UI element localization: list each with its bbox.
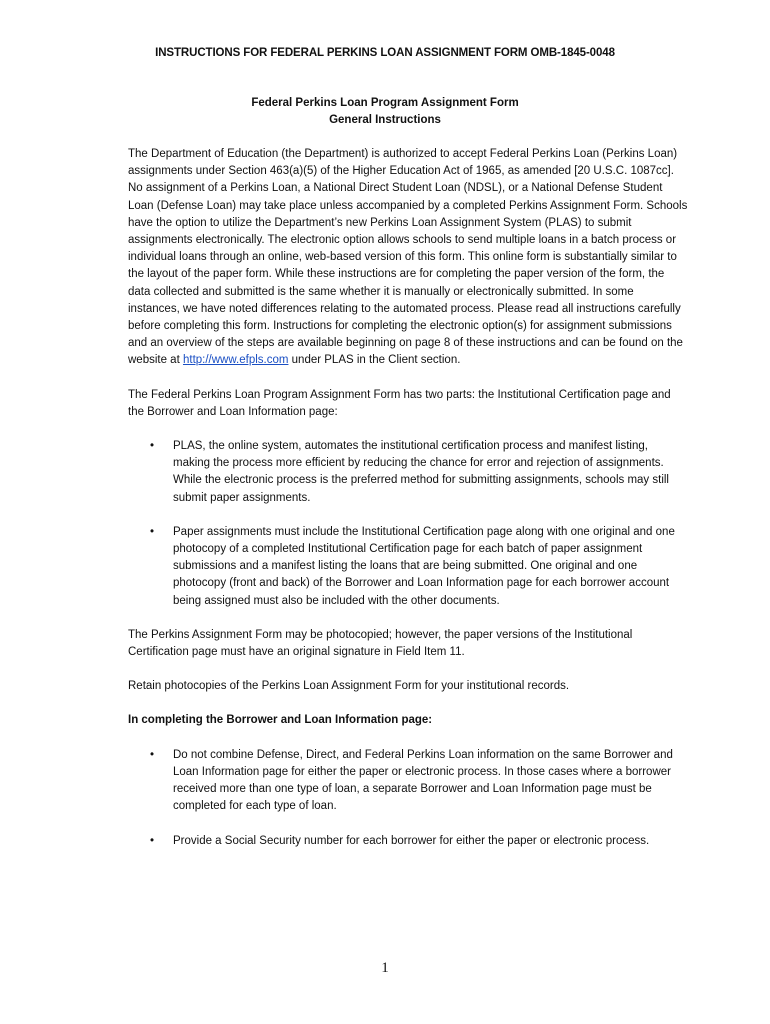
list-item [128, 833, 688, 850]
list-item-text: Provide a Social Security number for each borrower for either the paper or electronic process. [173, 834, 650, 847]
list-item [128, 747, 688, 816]
photocopy-paragraph: The Perkins Assignment Form may be photocopied; however, the paper versions of the Institutional Certification page must have an original signature in Field Item 11. [128, 628, 633, 659]
list-item-text: PLAS, the online system, automates the institutional certification process and manifest listing, making the process more efficient by reducing the chance for error and rejection of assignments. While the electronic process is the preferred method for submitting assignments, schools may still submit paper assignments. [173, 440, 669, 504]
section-subheading: In completing the Borrower and Loan Information page: [128, 714, 433, 727]
list-item-text: Do not combine Defense, Direct, and Federal Perkins Loan information on the same Borrower and Loan Information page for either the paper or electronic process. In those cases where a borrower received more than one type of loan, a separate Borrower and Loan Information page must be completed for each type of loan. [173, 748, 673, 813]
form-subtitle: General Instructions [329, 114, 441, 126]
bullet-icon: • [150, 834, 155, 847]
form-header: INSTRUCTIONS FOR FEDERAL PERKINS LOAN ASSIGNMENT FORM OMB-1845-0048 [155, 47, 615, 59]
intro-text: The Department of Education (the Department) is authorized to accept Federal Perkins Loan (Perkins Loan) assignments under Section 463(a)(5) of the Higher Education Act of 1965, as amended [20 U.S.C. 1087cc]. No assignment of a Perkins Loan, a National Direct Student Loan (NDSL), or a National Defense Student Loan (Defense Loan) may take place unless accompanied by a completed Perkins Assignment Form. Schools have the option to utilize the Department’s new Perkins Loan Assignment System (PLAS) to submit assignments electronically. The electronic option allows schools to send multiple loans in a batch process or individual loans through an online, web-based version of this form. This online form is substantially similar to the layout of the paper form. While these instructions are for completing the paper version of the form, the data collected and submitted is the same whether it is manually or electronically submitted. In some instances, we have noted differences relating to the automated process. Please read all instructions carefully before completing this form. Instructions for completing the electronic option(s) for assignment submissions and an overview of the steps are available beginning on page 8 of these instructions and can be found on the website at [128, 148, 688, 367]
parts-paragraph: The Federal Perkins Loan Program Assignment Form has two parts: the Institutional Certification page and the Borrower and Loan Information page: [128, 388, 671, 418]
list-item [128, 524, 688, 610]
bullet-icon: • [150, 525, 155, 538]
borrower-bullets [128, 747, 688, 850]
page-number: 1 [381, 960, 389, 976]
bullet-icon: • [150, 748, 155, 761]
bullet-icon: • [150, 440, 155, 453]
title-block [0, 95, 770, 129]
form-title: Federal Perkins Loan Program Assignment Form [251, 97, 519, 109]
retain-paragraph: Retain photocopies of the Perkins Loan Assignment Form for your institutional records. [128, 680, 570, 693]
efpls-link[interactable]: http://www.efpls.com [182, 354, 289, 367]
intro-text-end: under PLAS in the Client section. [288, 354, 461, 367]
body-text [128, 146, 688, 867]
list-item-text: Paper assignments must include the Institutional Certification page along with one original and one photocopy of a completed Institutional Certification page for each batch of paper assignment submissions and a manifest listing the loans that are being submitted. One original and one photocopy (front and back) of the Borrower and Loan Information page for each borrower account being assigned must also be included with the other documents. [173, 525, 675, 607]
intro-paragraph [128, 146, 688, 370]
submission-bullets [128, 438, 688, 610]
list-item [128, 438, 688, 507]
